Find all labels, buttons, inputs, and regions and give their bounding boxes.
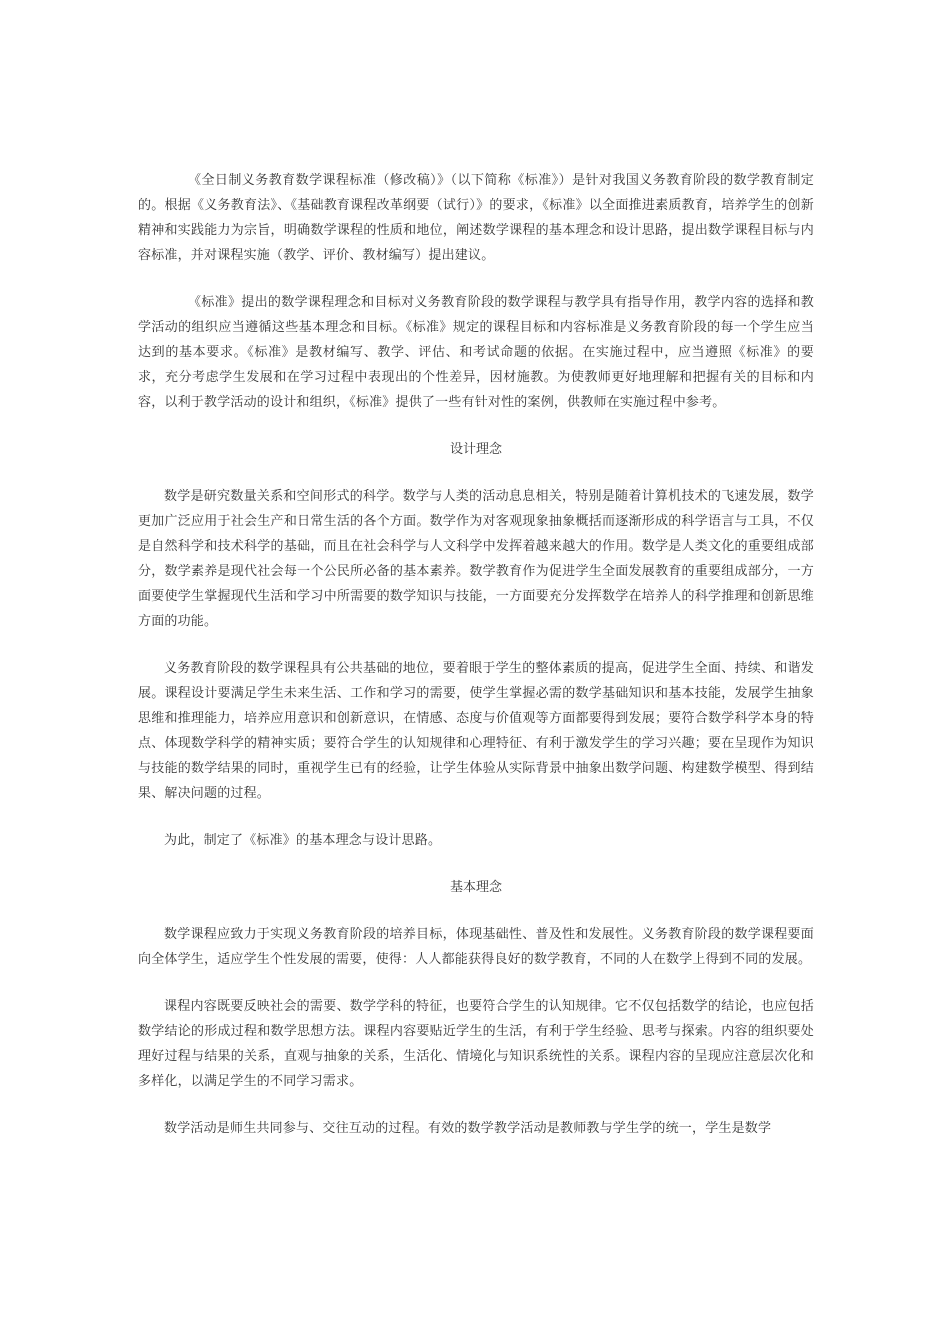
design-paragraph-2: 义务教育阶段的数学课程具有公共基础的地位，要着眼于学生的整体素质的提高，促进学生全面、持续、和谐发展。课程设计要满足学生未来生活、工作和学习的需要，使学生掌握必需的数学基础知识和基本技能，发展学生抽象思维和推理能力，培养应用意识和创新意识，在情感、态度与价值观等方面都要得到发展；要符合数学科学本身的特点、体现数学科学的精神实质；要符合学生的认知规律和心理特征、有利于激发学生的学习兴趣；要在呈现作为知识与技能的数学结果的同时，重视学生已有的经验，让学生体验从实际背景中抽象出数学问题、构建数学模型、得到结果、解决问题的过程。 xyxy=(138,661,814,801)
section-heading-basic: 基本理念 xyxy=(449,880,502,895)
design-paragraph-3: 为此，制定了《标准》的基本理念与设计思路。 xyxy=(164,833,442,848)
basic-paragraph-1: 数学课程应致力于实现义务教育阶段的培养目标，体现基础性、普及性和发展性。义务教育阶段的数学课程要面向全体学生，适应学生个性发展的需要，使得：人人都能获得良好的数学教育，不同的人在数学上得到不同的发展。 xyxy=(138,927,814,967)
basic-paragraph-3: 数学活动是师生共同参与、交往互动的过程。有效的数学教学活动是教师教与学生学的统一，学生是数学 xyxy=(164,1121,772,1136)
intro-paragraph-2: 《标准》提出的数学课程理念和目标对义务教育阶段的数学课程与教学具有指导作用，教学内容的选择和教学活动的组织应当遵循这些基本理念和目标。《标准》规定的课程目标和内容标准是义务教育阶段的每一个学生应当达到的基本要求。《标准》是教材编写、教学、评估、和考试命题的依据。在实施过程中，应当遵照《标准》的要求，充分考虑学生发展和在学习过程中表现出的个性差异，因材施教。为使教师更好地理解和把握有关的目标和内容，以利于教学活动的设计和组织，《标准》提供了一些有针对性的案例，供教师在实施过程中参考。 xyxy=(138,295,814,410)
design-paragraph-1: 数学是研究数量关系和空间形式的科学。数学与人类的活动息息相关，特别是随着计算机技术的飞速发展，数学更加广泛应用于社会生产和日常生活的各个方面。数学作为对客观现象抽象概括而逐渐形成的科学语言与工具，不仅是自然科学和技术科学的基础，而且在社会科学与人文科学中发挥着越来越大的作用。数学是人类文化的重要组成部分，数学素养是现代社会每一个公民所必备的基本素养。数学教育作为促进学生全面发展教育的重要组成部分，一方面要使学生掌握现代生活和学习中所需要的数学知识与技能，一方面要充分发挥数学在培养人的科学推理和创新思维方面的功能。 xyxy=(138,489,814,629)
intro-paragraph-1: 《全日制义务教育数学课程标准（修改稿）》（以下简称《标准》）是针对我国义务教育阶段的数学教育制定的。根据《义务教育法》、《基础教育课程改革纲要（试行）》的要求，《标准》以全面推进素质教育，培养学生的创新精神和实践能力为宗旨，明确数学课程的性质和地位，阐述数学课程的基本理念和设计思路，提出数学课程目标与内容标准，并对课程实施（教学、评价、教材编写）提出建议。 xyxy=(138,173,814,263)
section-heading-design: 设计理念 xyxy=(449,442,502,457)
document-page xyxy=(138,168,814,1163)
basic-paragraph-2: 课程内容既要反映社会的需要、数学学科的特征，也要符合学生的认知规律。它不仅包括数学的结论，也应包括数学结论的形成过程和数学思想方法。课程内容要贴近学生的生活，有利于学生经验、思考与探索。内容的组织要处理好过程与结果的关系，直观与抽象的关系，生活化、情境化与知识系统性的关系。课程内容的呈现应注意层次化和多样化，以满足学生的不同学习需求。 xyxy=(138,999,814,1089)
